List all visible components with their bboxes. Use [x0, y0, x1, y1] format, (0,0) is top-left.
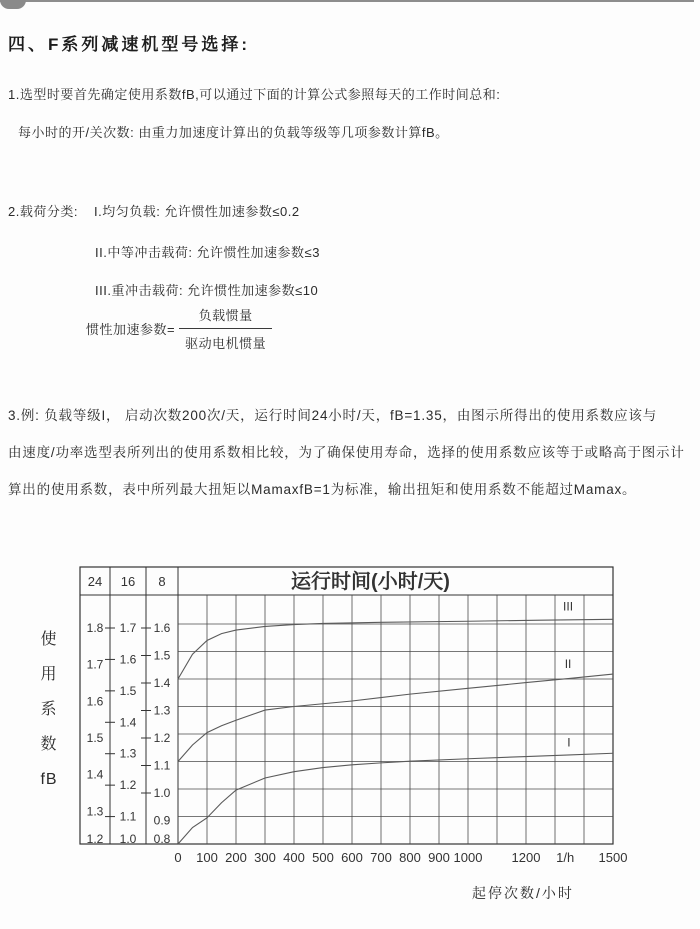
svg-text:III: III: [563, 599, 574, 614]
svg-text:600: 600: [341, 850, 363, 865]
svg-text:1.5: 1.5: [119, 683, 137, 698]
circle-arc-decoration: [0, 0, 26, 9]
section3-line2: 由速度/功率选型表所列出的使用系数相比较，为了确保使用寿命，选择的使用系数应该等于或略高于图示计: [8, 445, 685, 460]
load-class-item-2: II.中等冲击载荷: 允许惯性加速参数≤3: [95, 245, 320, 260]
svg-text:1.6: 1.6: [86, 694, 104, 709]
page-title: 四、F系列减速机型号选择:: [8, 35, 251, 54]
svg-text:0.9: 0.9: [153, 813, 171, 828]
formula-fraction: [179, 305, 272, 352]
svg-text:1.5: 1.5: [153, 648, 171, 663]
svg-text:1.8: 1.8: [86, 621, 104, 635]
svg-text:16: 16: [120, 574, 136, 589]
svg-text:500: 500: [312, 850, 334, 865]
svg-text:1.6: 1.6: [119, 652, 137, 667]
svg-text:1.4: 1.4: [153, 676, 171, 690]
svg-text:1200: 1200: [511, 850, 541, 865]
svg-text:700: 700: [370, 850, 392, 865]
y-axis-label-char: 用: [40, 666, 58, 683]
svg-text:1.2: 1.2: [86, 832, 104, 846]
svg-text:1.2: 1.2: [119, 778, 137, 793]
y-axis-label-char: fB: [40, 771, 58, 788]
svg-text:1.4: 1.4: [86, 767, 104, 782]
y-axis-label-char: 系: [40, 701, 58, 718]
formula-denominator: 驱动电机惯量: [179, 328, 272, 352]
svg-text:1.7: 1.7: [119, 621, 137, 635]
svg-text:1.7: 1.7: [86, 657, 104, 672]
svg-text:1.0: 1.0: [153, 786, 171, 800]
svg-text:24: 24: [87, 574, 103, 589]
formula-lhs: 惯性加速参数=: [86, 322, 176, 337]
svg-text:200: 200: [225, 850, 247, 865]
svg-text:100: 100: [196, 850, 218, 865]
load-class-item-3: III.重冲击载荷: 允许惯性加速参数≤10: [95, 283, 319, 298]
svg-text:900: 900: [428, 850, 450, 865]
svg-text:1000: 1000: [453, 850, 483, 865]
service-factor-chart: [60, 560, 680, 915]
section2-label: 2.载荷分类:: [8, 204, 78, 219]
chart-canvas: [60, 560, 680, 915]
y-axis-label-char: 使: [40, 631, 58, 648]
svg-text:I: I: [567, 735, 571, 750]
svg-text:1.6: 1.6: [153, 621, 171, 635]
inertia-formula: [86, 305, 272, 352]
svg-text:0: 0: [174, 850, 182, 865]
svg-text:运行时间(小时/天): 运行时间(小时/天): [291, 571, 450, 593]
svg-text:II: II: [564, 657, 572, 671]
svg-text:400: 400: [283, 850, 305, 865]
x-axis-label: 起停次数/小时: [472, 885, 574, 901]
section1-line2: 每小时的开/关次数: 由重力加速度计算出的负载等级等几项参数计算fB。: [18, 125, 449, 140]
y-axis-label-char: 数: [40, 736, 58, 753]
svg-text:1.2: 1.2: [153, 731, 171, 745]
svg-text:8: 8: [158, 574, 166, 589]
svg-text:1500: 1500: [598, 850, 628, 865]
section3-line3: 算出的使用系数，表中所列最大扭矩以MamaxfB=1为标准，输出扭矩和使用系数不能超过Mamax。: [8, 482, 637, 497]
svg-text:0.8: 0.8: [153, 832, 171, 846]
section3-line1: 3.例: 负载等级I， 启动次数200次/天，运行时间24小时/天，fB=1.35，由图示所得出的使用系数应该与: [8, 408, 658, 423]
section1-line1: 1.选型时要首先确定使用系数fB,可以通过下面的计算公式参照每天的工作时间总和:: [8, 87, 501, 102]
svg-text:1.1: 1.1: [119, 809, 137, 824]
svg-text:1/h: 1/h: [556, 850, 575, 865]
svg-text:800: 800: [399, 850, 421, 865]
svg-text:1.3: 1.3: [119, 746, 137, 761]
svg-text:1.3: 1.3: [153, 703, 171, 718]
svg-text:1.1: 1.1: [153, 758, 171, 773]
svg-text:300: 300: [254, 850, 276, 865]
load-class-item-1: I.均匀负载: 允许惯性加速参数≤0.2: [93, 204, 300, 219]
section2-row: [8, 201, 300, 220]
formula-numerator: 负载惯量: [198, 308, 253, 323]
svg-text:1.4: 1.4: [119, 715, 137, 730]
svg-text:1.3: 1.3: [86, 804, 104, 819]
svg-text:1.0: 1.0: [119, 832, 137, 846]
top-divider-line: [0, 0, 694, 2]
svg-text:1.5: 1.5: [86, 731, 104, 745]
